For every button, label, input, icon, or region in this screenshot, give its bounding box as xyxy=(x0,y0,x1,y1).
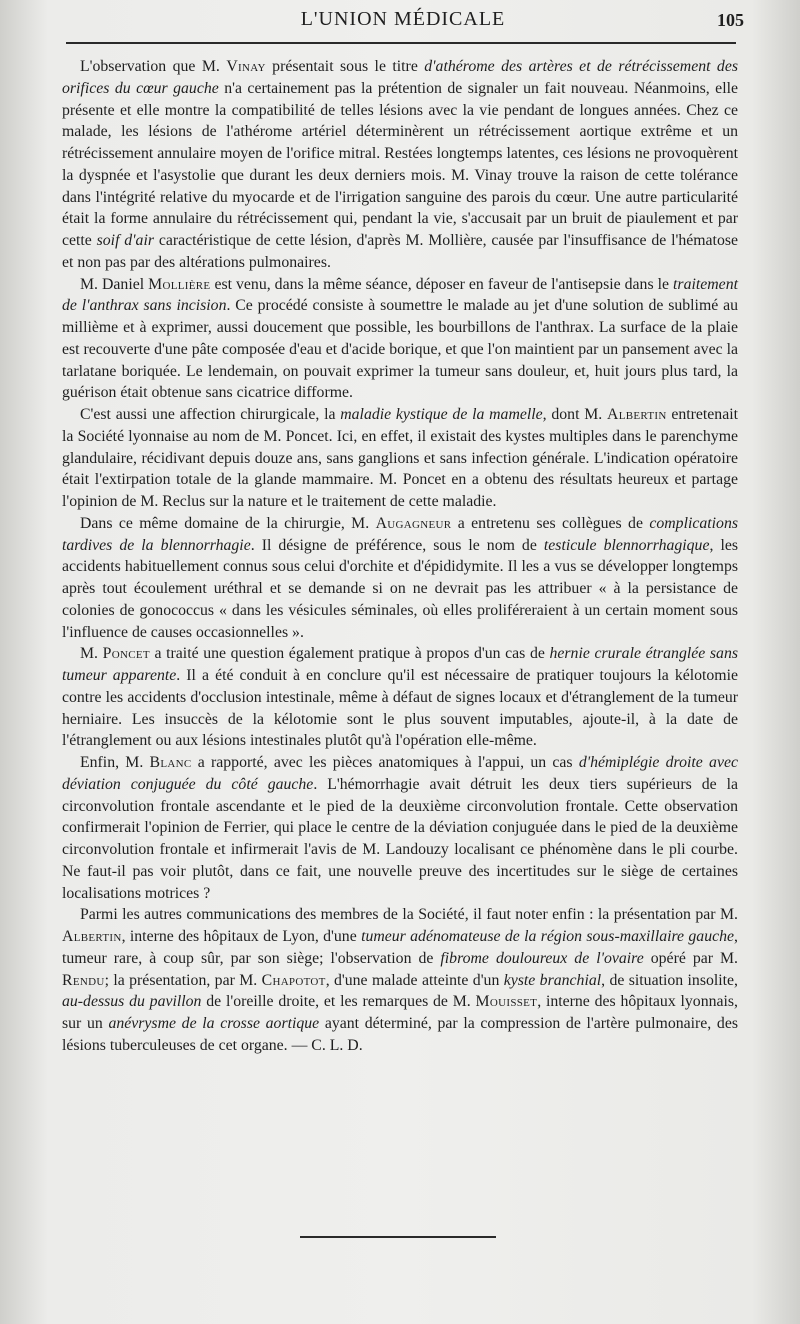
italic-term: traitement de l'anthrax sans incision xyxy=(62,275,738,315)
text-run: , de situation insolite, xyxy=(601,971,738,989)
author-name: Poncet xyxy=(102,645,150,663)
text-run: n'a certainement pas la prétention de signaler un fait nouveau. Néanmoins, elle présente et elle montre la compatibilité de telles lésions avec la vie pendant de longues années. Chez ce malade, les lésions de l'athérome artériel déterminèrent un rétrécissement aortique extrême et un rétrécissement annulaire moyen de l'orifice mitral. Restées longtemps latentes, ces lésions ne provoquèrent la dyspnée et l'asystolie que durant les deux derniers mois. M. Vinay trouve la raison de cette tolérance dans l'intégrité relative du myocarde et de l'irrigation sanguine des parois du cœur. Une autre particularité était la forme annulaire du rétrécissement qui, pendant la vie, s'accusait par un bruit de piaulement et par cette xyxy=(62,79,738,249)
italic-term: hernie crurale étranglée sans tumeur apparente xyxy=(62,645,738,684)
author-name: Vinay xyxy=(226,58,266,75)
text-run: M. xyxy=(80,645,103,663)
author-name: Albertin xyxy=(62,928,122,945)
italic-term: testicule blennorrhagique xyxy=(543,536,710,554)
text-run: , tumeur rare, à coup sûr, par son siège; l'observation de xyxy=(62,928,738,967)
text-run: est venu, dans la même séance, déposer en faveur de l'antisepsie dans le xyxy=(210,275,674,293)
paragraph-p1 xyxy=(62,56,738,274)
text-run: . Il a été conduit à en conclure qu'il est nécessaire de pratiquer toujours la kélotomie contre les accidents d'occlusion intestinale, même à défaut de signes locaux et d'étranglement de la tumeur herniaire. Les insuccès de la kélotomie sont le plus souvent imputables, ajoute-il, à la date de l'étranglement ou aux lésions intestinales plutôt qu'à l'opération elle-même. xyxy=(62,667,738,750)
italic-term: fibrome douloureux de l'ovaire xyxy=(440,949,644,967)
author-name: Mollière xyxy=(148,275,211,293)
paragraph-p4 xyxy=(62,513,738,644)
text-run: C'est aussi une affection chirurgicale, la xyxy=(80,406,341,423)
end-rule xyxy=(300,1236,496,1238)
text-run: L'observation que M. xyxy=(80,58,227,75)
italic-term: kyste branchial xyxy=(503,971,602,989)
italic-term: au-dessus du pavillon xyxy=(62,993,202,1011)
text-run: , interne des hôpitaux lyonnais, sur un xyxy=(62,993,738,1032)
text-run: a rapporté, avec les pièces anatomiques à l'appui, un cas xyxy=(191,754,579,771)
paragraph-p5 xyxy=(62,643,738,752)
text-run: . Ce procédé consiste à soumettre le malade au jet d'une solution de sublimé au millième et à exprimer, aussi doucement que possible, les bourbillons de l'anthrax. La surface de la plaie est recouverte d'une pâte composée d'eau et d'acide borique, et que l'on maintient par un pansement avec la tarlatane boriquée. Le lendemain, on pouvait exprimer la tumeur sans douleur, et, huit jours plus tard, la guérison était obtenue sans cicatrice difforme. xyxy=(62,297,738,402)
text-run: a traité une question également pratique à propos d'un cas de xyxy=(149,645,550,663)
paragraph-p2 xyxy=(62,274,738,405)
text-run: ; la présentation, par M. xyxy=(104,971,262,989)
author-name: Mouisset xyxy=(475,993,538,1011)
author-name: Chapotot xyxy=(261,971,326,989)
italic-term: d'hémiplégie droite avec déviation conjuguée du côté gauche xyxy=(62,754,738,793)
text-run: . Il désigne de préférence, sous le nom de xyxy=(250,536,544,554)
text-run: Parmi les autres communications des membres de la Société, il faut noter enfin : la présentation par M. xyxy=(80,906,738,924)
text-run: , les accidents habituellement connus sous celui d'orchite et d'épididymite. Il les a vus se développer longtemps après tout écoulement uréthral et se demande si on ne devrait pas les attribuer « à la persistance de colonies de gonococcus « dans les vésicules séminales, où elles proliféreraient à un certain moment sous l'influence de causes occasionnelles ». xyxy=(62,536,739,641)
italic-term: anévrysme de la crosse aortique xyxy=(108,1015,320,1032)
page-number: 105 xyxy=(717,10,744,30)
text-run: entretenait la Société lyonnaise au nom de M. Poncet. Ici, en effet, il existait des kystes multiples dans le parenchyme glandulaire, récidivant depuis douze ans, sans ganglions et sans infection générale. L'indication opératoire était l'extirpation totale de la glande mammaire. M. Poncet en a obtenu des résultats heureux et partage l'opinion de M. Reclus sur la nature et le traitement de cette maladie. xyxy=(62,406,738,510)
paragraph-p6 xyxy=(62,752,738,904)
paragraph-p3 xyxy=(62,404,738,513)
text-run: M. Daniel xyxy=(80,275,149,293)
italic-term: complications tardives de la blennorrhagie xyxy=(62,514,738,554)
text-run: a entretenu ses collègues de xyxy=(451,514,650,532)
text-run: . L'hémorrhagie avait détruit les deux tiers supérieurs de la circonvolution frontale ascendante et le pied de la deuxième circonvolution frontale. Cette observation confirmerait l'opinion de Ferrier, qui place le centre de la déviation conjuguée dans le pied de la deuxième circonvolution frontale et infirmerait l'avis de M. Landouzy localisant ce phénomène dans le pli courbe. Ne faut-il pas voir plutôt, dans ce fait, une nouvelle preuve des incertitudes sur le siège de certaines localisations motrices ? xyxy=(62,775,738,902)
author-name: Blanc xyxy=(149,754,192,771)
author-name: Albertin xyxy=(606,406,667,423)
text-run: caractéristique de cette lésion, d'après M. Mollière, causée par l'insuffisance de l'hématose et non pas par des altérations pulmonaires. xyxy=(62,232,738,271)
text-run: Enfin, M. xyxy=(80,754,150,771)
paragraph-p7 xyxy=(62,904,738,1056)
article-body xyxy=(62,56,738,1057)
text-run: opéré par M. xyxy=(643,949,739,967)
italic-term: d'athérome des artères et de rétrécissement des orifices du cœur gauche xyxy=(62,58,738,97)
text-run: présentait sous le titre xyxy=(265,58,425,75)
text-run: , d'une malade atteinte d'un xyxy=(325,971,504,989)
page-header xyxy=(62,6,744,36)
text-run: dont M. xyxy=(546,406,607,423)
author-name: Rendu xyxy=(62,971,105,989)
running-title: L'UNION MÉDICALE xyxy=(300,8,506,30)
author-name: Augagneur xyxy=(375,514,452,532)
header-rule xyxy=(66,42,736,44)
text-run: , interne des hôpitaux de Lyon, d'une xyxy=(121,928,362,945)
text-run: Dans ce même domaine de la chirurgie, M. xyxy=(80,514,376,532)
italic-term: maladie kystique de la mamelle, xyxy=(340,406,547,423)
text-run: ayant déterminé, par la compression de l'artère pulmonaire, des lésions tuberculeuses de cet organe. — C. L. D. xyxy=(62,1015,738,1054)
text-run: de l'oreille droite, et les remarques de M. xyxy=(201,993,476,1011)
italic-term: tumeur adénomateuse de la région sous-maxillaire gauche xyxy=(361,928,735,945)
italic-term: soif d'air xyxy=(96,232,154,249)
